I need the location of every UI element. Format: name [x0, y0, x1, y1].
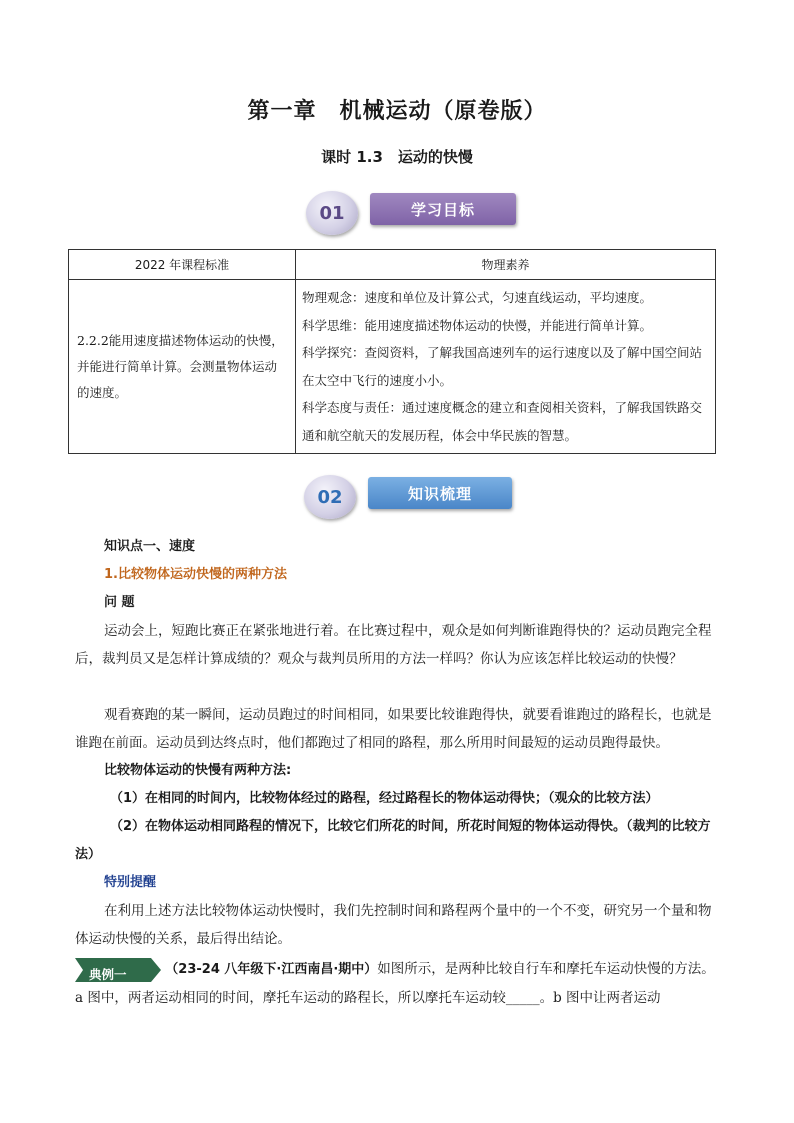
example-tag-label: 典例一	[89, 966, 127, 982]
example-paragraph	[75, 955, 718, 1012]
banner-label: 知识梳理	[368, 477, 512, 509]
chapter-title: 第一章 机械运动（原卷版）	[247, 99, 547, 124]
example-source: （23-24 八年级下·江西南昌·期中）	[165, 962, 378, 977]
literacy-cell	[296, 280, 716, 454]
knowledge-point-title: 知识点一、速度	[104, 539, 196, 554]
methods-intro: 比较物体运动的快慢有两种方法:	[104, 763, 292, 778]
literacy-item: 科学思维：能用速度描述物体运动的快慢，并能进行简单计算。	[302, 317, 653, 333]
tip-label: 特别提醒	[104, 875, 157, 890]
question-paragraph: 运动会上，短跑比赛正在紧张地进行着。在比赛过程中，观众是如何判断谁跑得快的？运动员跑完全程后，裁判员又是怎样计算成绩的？观众与裁判员所用的方法一样吗？你认为应该怎样比较运动的快慢？	[75, 623, 712, 667]
table-header-standard: 2022 年课程标准	[69, 250, 296, 280]
answer-paragraph: 观看赛跑的某一瞬间，运动员跑过的时间相同，如果要比较谁跑得快，就要看谁跑过的路程长，也就是谁跑在前面。运动员到达终点时，他们都跑过了相同的路程，那么所用时间最短的运动员跑得最快。	[75, 707, 712, 751]
banner-number-badge: 02	[304, 475, 356, 519]
banner-number-badge: 01	[306, 191, 358, 235]
lesson-subtitle: 课时 1.3 运动的快慢	[321, 148, 473, 166]
method-one: （1）在相同的时间内，比较物体经过的路程，经过路程长的物体运动得快；（观众的比较方法）	[110, 791, 659, 806]
question-label: 问 题	[104, 595, 135, 610]
literacy-item: 科学探究：查阅资料，了解我国高速列车的运行速度以及了解中国空间站在太空中飞行的速度小小。	[302, 345, 703, 388]
literacy-item: 物理观念：速度和单位及计算公式，匀速直线运动，平均速度。	[302, 290, 653, 305]
section-heading: 1.比较物体运动快慢的两种方法	[104, 567, 287, 582]
example-text: 如图所示，是两种比较自行车和摩托车运动快慢的方法。a 图中，两者运动相同的时间，摩托车运动的路程长，所以摩托车运动较_____。b 图中让两者运动	[75, 961, 715, 1006]
method-two: （2）在物体运动相同路程的情况下，比较它们所花的时间，所花时间短的物体运动得快。（裁判的比较方法）	[75, 819, 711, 862]
table-header-literacy: 物理素养	[296, 250, 716, 280]
curriculum-standards-table	[68, 249, 716, 454]
banner-label: 学习目标	[370, 193, 516, 225]
example-tag	[75, 958, 161, 982]
knowledge-section	[75, 533, 718, 1012]
tip-paragraph: 在利用上述方法比较物体运动快慢时，我们先控制时间和路程两个量中的一个不变，研究另一个量和物体运动快慢的关系，最后得出结论。	[75, 903, 712, 947]
blank-line	[104, 673, 718, 701]
standard-cell: 2.2.2能用速度描述物体运动的快慢，并能进行简单计算。会测量物体运动的速度。	[69, 280, 296, 454]
literacy-item: 科学态度与责任：通过速度概念的建立和查阅相关资料，了解我国铁路交通和航空航天的发展历程，体会中华民族的智慧。	[302, 400, 703, 443]
